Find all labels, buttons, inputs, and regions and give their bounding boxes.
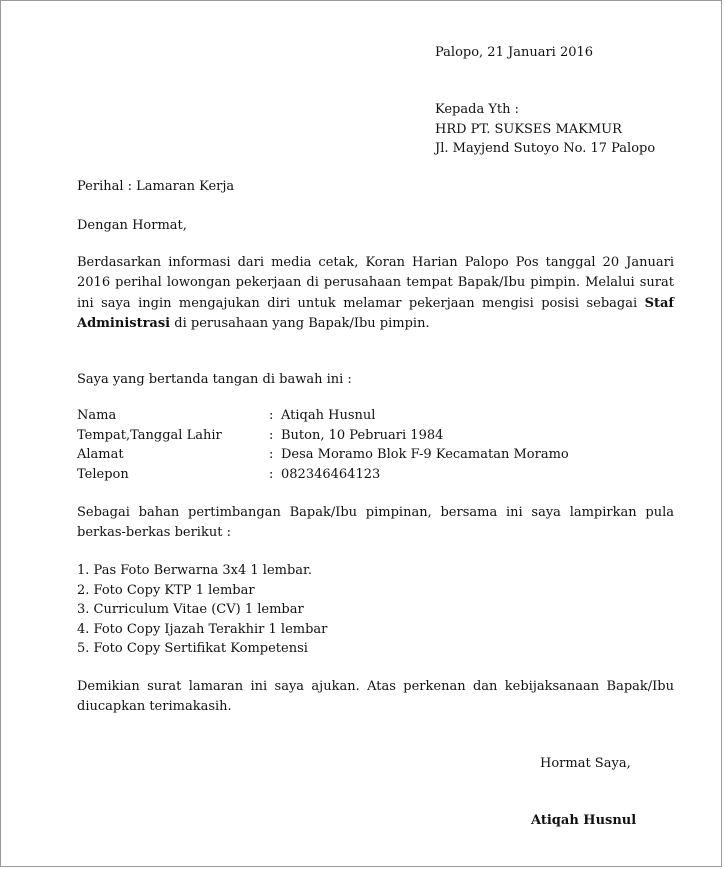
attachment-list [77,561,327,659]
list-item: 2. Foto Copy KTP 1 lembar [77,582,255,598]
detail-separator: : [269,467,274,482]
detail-value: Atiqah Husnul [281,408,376,423]
paragraph-attachments: Sebagai bahan pertimbangan Bapak/Ibu pimpinan, bersama ini saya lampirkan pula berkas-berkas berikut : [77,505,674,541]
list-item: 1. Pas Foto Berwarna 3x4 1 lembar. [77,563,312,578]
detail-label: Tempat,Tanggal Lahir [77,428,222,443]
detail-separator: : [269,408,274,423]
detail-separator: : [269,447,274,462]
recipient-address: Jl. Mayjend Sutoyo No. 17 Palopo [435,141,656,156]
sign-off: Hormat Saya, [540,756,631,771]
letter-salutation: Dengan Hormat, [77,218,187,233]
list-item: 5. Foto Copy Sertifikat Kompetensi [77,641,308,657]
detail-label: Nama [77,408,117,423]
paragraph-closing: Demikian surat lamaran ini saya ajukan. Atas perkenan dan kebijaksanaan Bapak/Ibu diucapkan terimakasih. [77,679,674,715]
letter-date: Palopo, 21 Januari 2016 [435,45,594,60]
paragraph-intro-after: di perusahaan yang Bapak/Ibu pimpin. [170,316,430,332]
paragraph-intro-before: Berdasarkan informasi dari media cetak, Koran Harian Palopo Pos tanggal 20 Januari 2016 perihal lowongan pekerjaan di perusahaan tempat Bapak/Ibu pimpin. Melalui surat ini saya ingin mengajukan diri untuk melamar pekerjaan mengisi posisi sebagai [77,255,674,311]
detail-separator: : [269,428,274,443]
recipient-greeting: Kepada Yth : [435,102,520,117]
personal-intro: Saya yang bertanda tangan di bawah ini : [77,372,352,387]
detail-value: 082346464123 [281,467,381,482]
applied-position: Staf Administrasi [77,295,674,332]
recipient-company: HRD PT. SUKSES MAKMUR [435,122,622,137]
list-item: 3. Curriculum Vitae (CV) 1 lembar [77,602,304,618]
list-item: 4. Foto Copy Ijazah Terakhir 1 lembar [77,621,328,637]
signature-name: Atiqah Husnul [531,813,637,828]
paragraph-intro [77,253,674,335]
detail-value: Desa Moramo Blok F-9 Kecamatan Moramo [281,447,569,462]
detail-label: Telepon [77,467,129,482]
letter-subject: Perihal : Lamaran Kerja [77,179,235,194]
detail-value: Buton, 10 Pebruari 1984 [281,428,444,443]
detail-label: Alamat [77,447,124,462]
